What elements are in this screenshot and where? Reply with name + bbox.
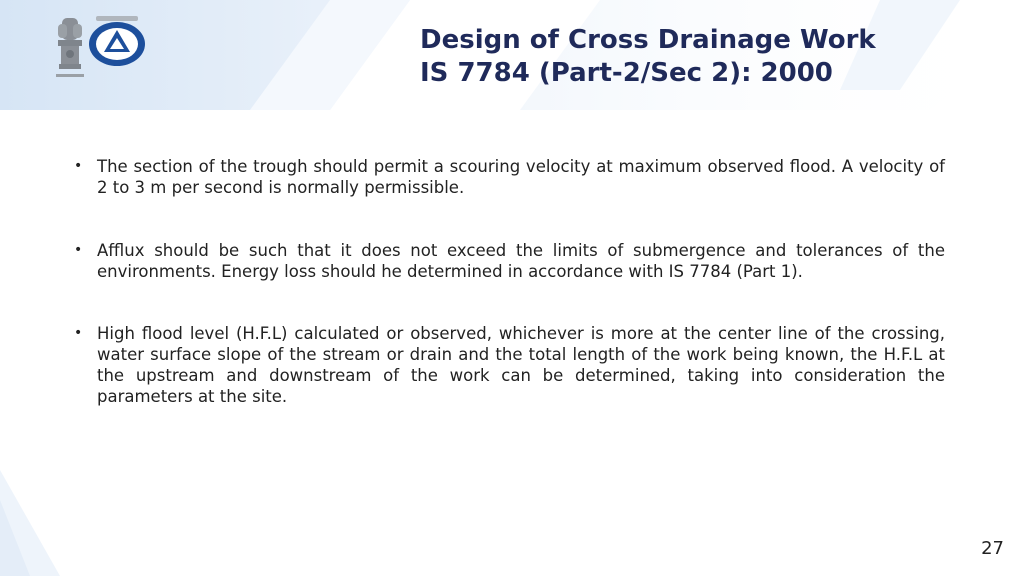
title-line-1: Design of Cross Drainage Work	[420, 25, 876, 55]
bullet-item-scouring-velocity: • The section of the trough should permit a scouring velocity at maximum observed flood. A velocity of 2 to 3 m per second is normally permissible.	[72, 156, 945, 198]
page-number: 27	[981, 538, 1004, 559]
bullet-list	[72, 156, 945, 407]
bullet-item-high-flood-level: • High flood level (H.F.L) calculated or observed, whichever is more at the center line of the crossing, water surface slope of the stream or drain and the total length of the work being known, the H.F.L at the upstream and downstream of the work can be determined, taking into consideration the parameters at the site.	[72, 323, 945, 407]
title-line-2: IS 7784 (Part-2/Sec 2): 2000	[420, 58, 833, 88]
national-emblem-icon	[56, 18, 84, 77]
header-logos	[50, 14, 160, 86]
bullet-item-afflux: • Afflux should be such that it does not exceed the limits of submergence and tolerances of the environments. Energy loss should he determined in accordance with IS 7784 (Part 1).	[72, 240, 945, 282]
slide-title	[420, 24, 1010, 90]
bis-logo-icon	[89, 16, 145, 66]
